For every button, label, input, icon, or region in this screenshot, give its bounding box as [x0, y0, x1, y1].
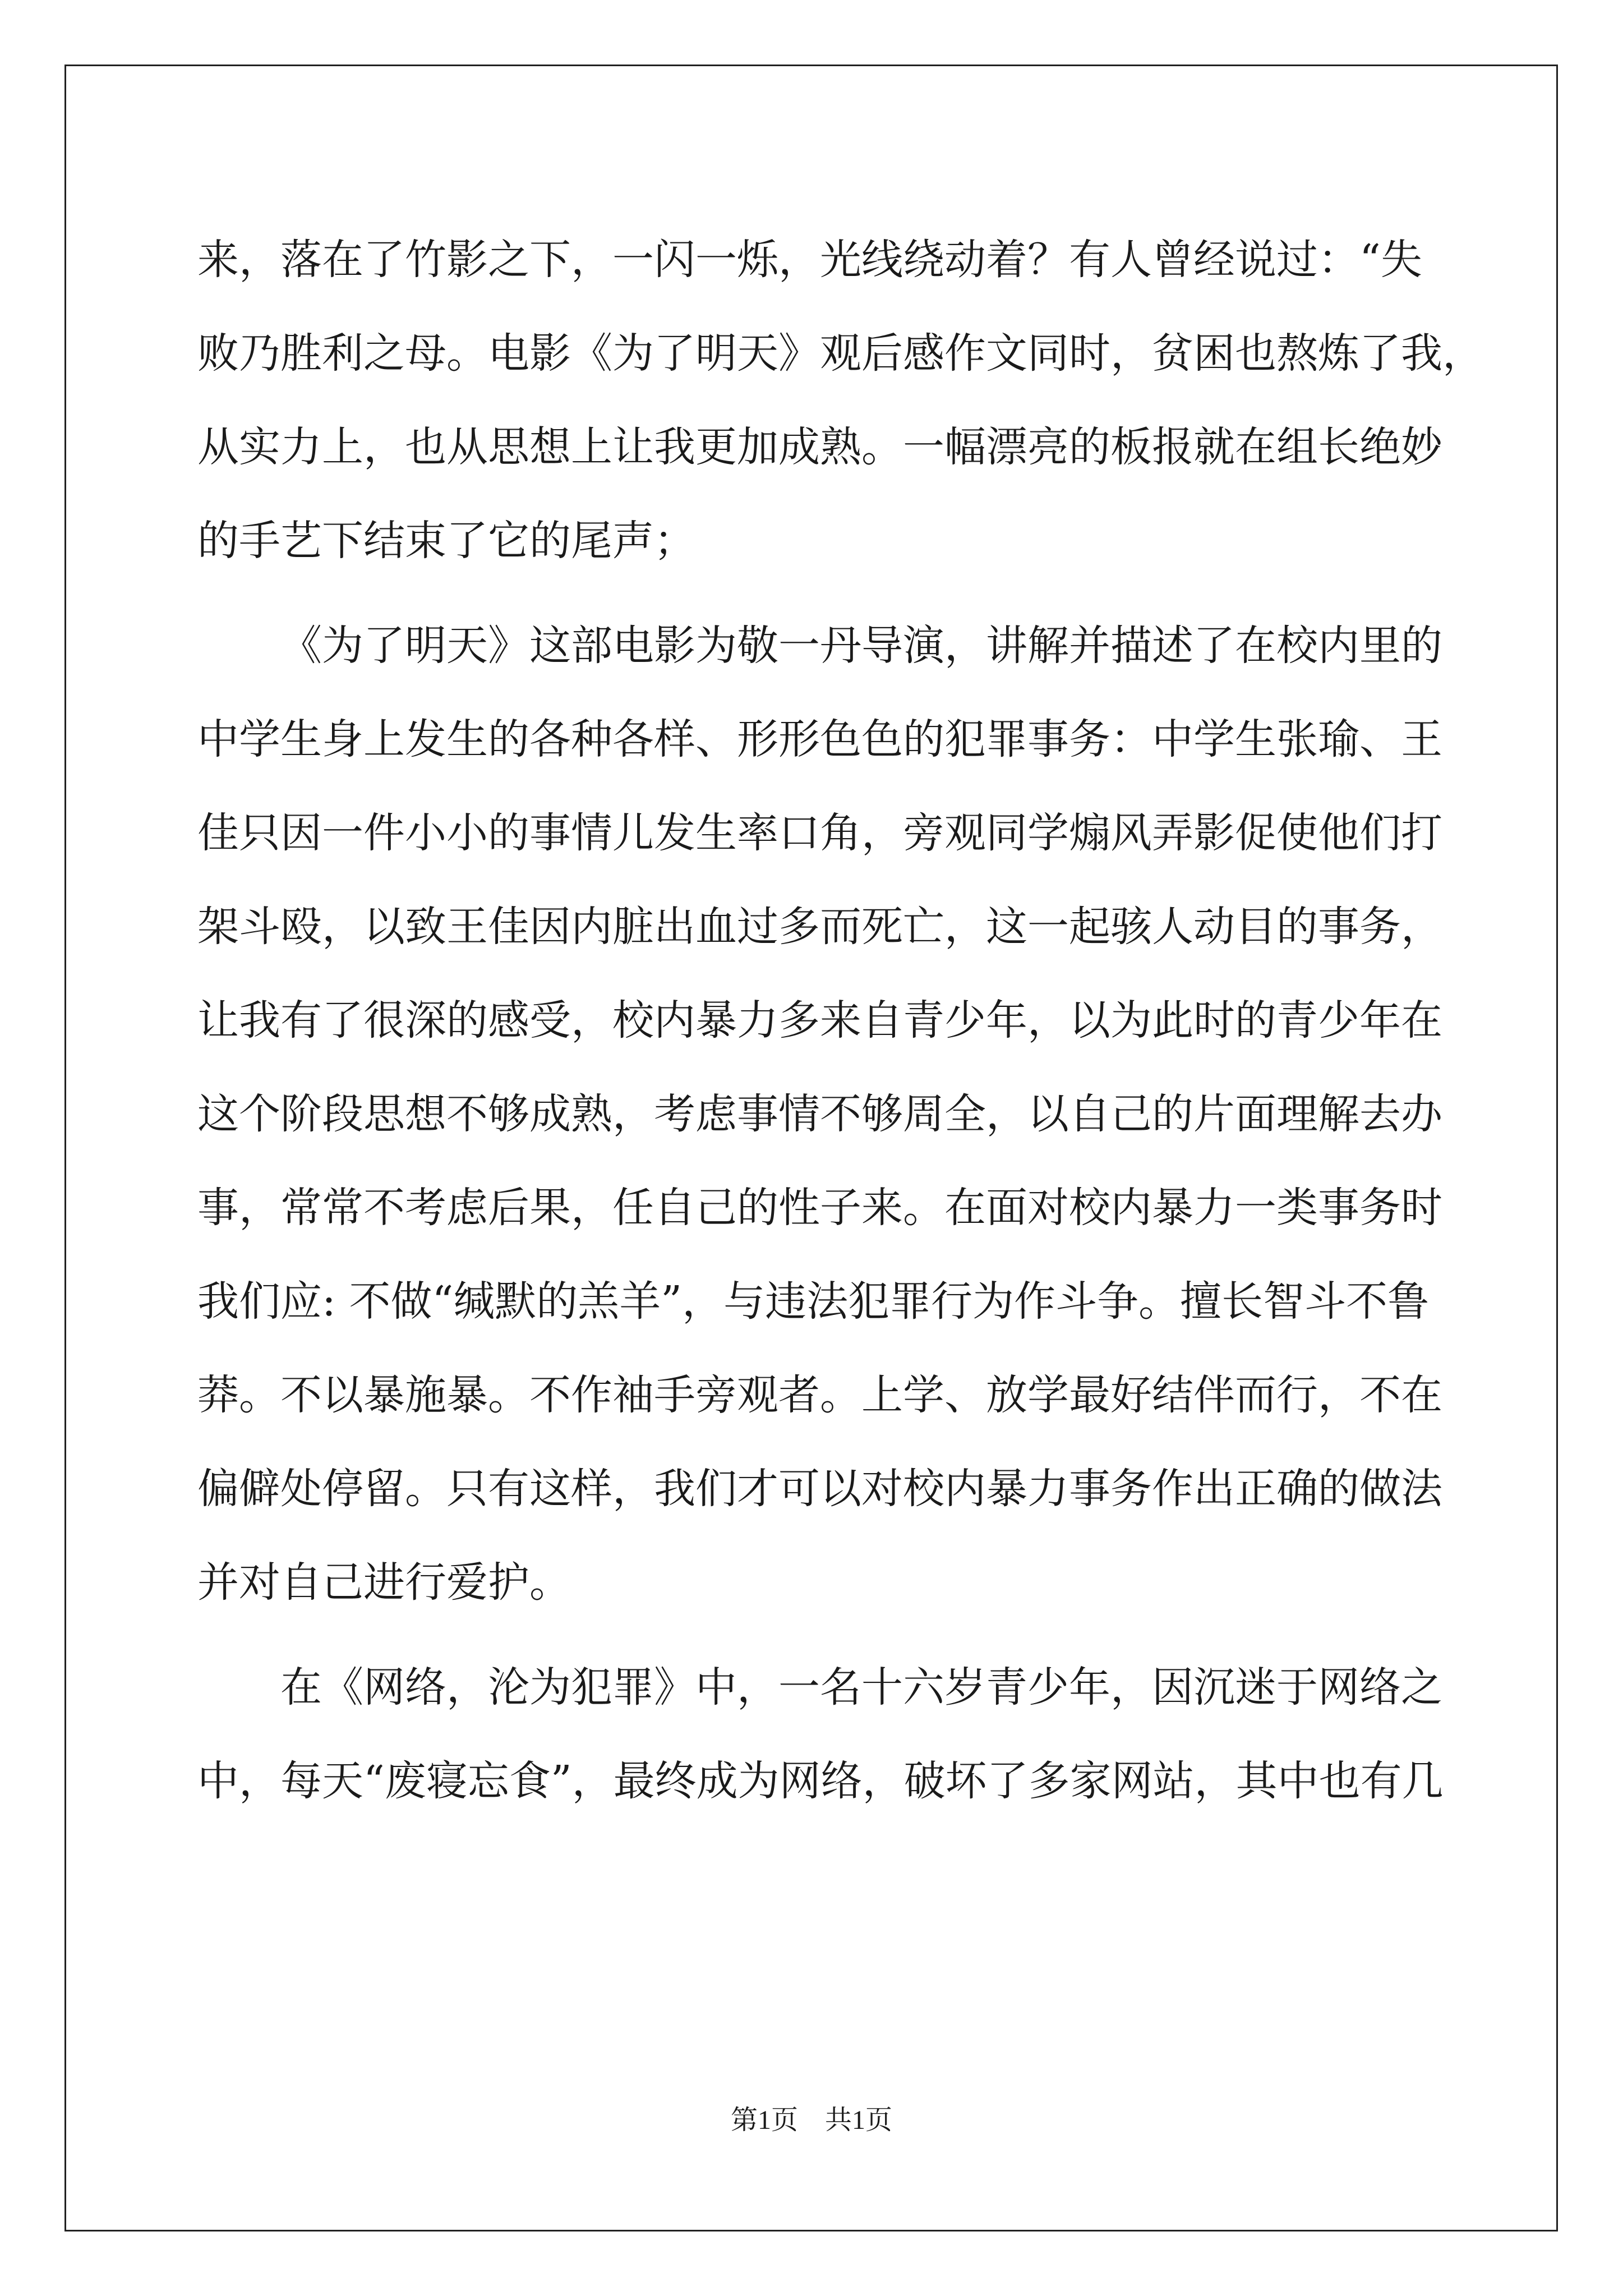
page-footer: [0, 2098, 1623, 2137]
paragraph-line: 中，每天“废寝忘食”，最终成为网络，破坏了多家网站，其中也有几: [197, 1757, 1444, 1805]
page-total: 共1页: [825, 2105, 893, 2135]
paragraph-line: 我们应: 不做“缄默的羔羊”，与违法犯罪行为作斗争。擅长智斗不鲁: [197, 1277, 1430, 1326]
paragraph-line: 事，常常不考虑后果，任自己的性子来。在面对校内暴力一类事务时: [197, 1184, 1442, 1232]
paragraph-line: 莽。不以暴施暴。不作袖手旁观者。上学、放学最好结伴而行，不在: [197, 1371, 1442, 1419]
paragraph-line: 中学生身上发生的各种各样、形形色色的犯罪事务：中学生张瑜、王: [197, 715, 1442, 763]
paragraph-line: 败乃胜利之母。电影《为了明天》观后感作文同时，贫困也熬炼了我，: [197, 329, 1484, 378]
paragraph-line: 来，落在了竹影之下，一闪一烁，光线绕动着？有人曾经说过：“失: [197, 236, 1422, 284]
paragraph-line: 偏僻处停留。只有这样，我们才可以对校内暴力事务作出正确的做法: [197, 1465, 1442, 1513]
paragraph-line: 《为了明天》这部电影为敬一丹导演，讲解并描述了在校内里的: [280, 622, 1442, 670]
paragraph-line: 在《网络，沦为犯罪》中，一名十六岁青少年，因沉迷于网络之: [280, 1663, 1442, 1711]
paragraph-line: 从实力上，也从思想上让我更加成熟。一幅漂亮的板报就在组长绝妙: [197, 423, 1442, 471]
paragraph-line: 并对自己进行爱护。: [197, 1558, 571, 1607]
paragraph-line: 让我有了很深的感受，校内暴力多来自青少年，以为此时的青少年在: [197, 996, 1442, 1045]
page-number: 第1页: [730, 2105, 798, 2135]
document-body: [197, 213, 1484, 1828]
paragraph-line: 这个阶段思想不够成熟，考虑事情不够周全，以自己的片面理解去办: [197, 1090, 1442, 1138]
paragraph-line: 佳只因一件小小的事情儿发生率口角，旁观同学煽风弄影促使他们打: [197, 809, 1442, 857]
paragraph-line: 的手艺下结束了它的尾声；: [197, 517, 695, 565]
paragraph-line: 架斗殴，以致王佳因内脏出血过多而死亡，这一起骇人动目的事务，: [197, 903, 1442, 951]
